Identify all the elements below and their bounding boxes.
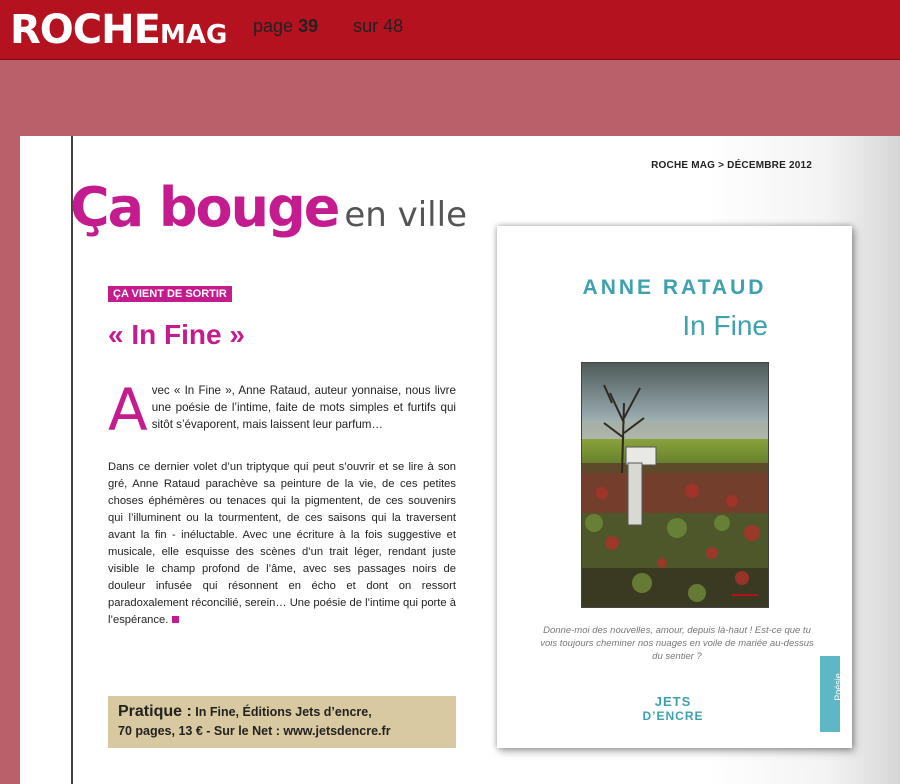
lead-text: vec « In Fine », Anne Rataud, auteur yonnaise, nous livre une poésie de l’intime, faite de mots simples et furtifs qui sitôt s’évaporent, mais laissent leur parfum… xyxy=(151,384,456,431)
body-text: Dans ce dernier volet d’un triptyque qui peut s’ouvrir et se lire à son gré, Anne Rataud parachève sa peinture de la vie, de ces petites choses éphémères ou tenaces qui la pigmentent, de ces souvenirs qui l’illuminent ou la tourmentent, de ces saisons qui la traversent avant la fin - inéluctable. Avec une écriture à la fois suggestive et musicale, elle esquisse des scènes d’un trait léger, rendant juste visible le champ profond de l’âme, avec ses passages noirs de douleur infusée qui résonnent en écho et dont on ressort paradoxalement réconcilié, serein… Une poésie de l’intime qui porte à l’espérance. xyxy=(108,461,456,626)
drop-cap: A xyxy=(108,376,148,444)
collection-label: Poésie xyxy=(832,673,843,701)
book-title: In Fine xyxy=(682,310,768,341)
viewer-background xyxy=(0,60,900,140)
cover-quote: Donne-moi des nouvelles, amour, depuis là-haut ! Est-ce que tu vois toujours cheminer nos nuages en voile de mariée au-dessus du sentier ? xyxy=(540,625,814,662)
page-prefix: page xyxy=(253,16,294,36)
landscape-painting-icon xyxy=(582,363,769,608)
book-author: ANNE RATAUD xyxy=(582,276,767,299)
current-page: 39 xyxy=(298,16,319,36)
end-mark-icon xyxy=(172,616,179,623)
breadcrumb: ROCHE MAG > DÉCEMBRE 2012 xyxy=(651,160,812,171)
top-bar xyxy=(0,0,900,60)
collection-tab xyxy=(820,656,843,732)
article-body xyxy=(108,459,456,629)
pratique-label: Pratique : xyxy=(118,703,192,720)
book-cover xyxy=(497,226,852,748)
page-indicator xyxy=(253,16,403,37)
headline-sub: en ville xyxy=(344,195,467,235)
cover-painting xyxy=(581,362,769,608)
headline-main: Ça bouge xyxy=(70,176,339,239)
publisher-line-1: JETS xyxy=(654,694,692,709)
article-lead xyxy=(108,376,456,444)
pratique-info-1: In Fine, Éditions Jets d’encre, xyxy=(195,705,372,719)
logo-main: ROCHE xyxy=(10,7,160,53)
page-total: sur 48 xyxy=(353,16,404,36)
section-headline xyxy=(70,176,467,239)
roche-mag-logo[interactable] xyxy=(10,8,227,57)
publisher-logo xyxy=(623,694,723,723)
pratique-info-2: 70 pages, 13 € - Sur le Net : www.jetsdencre.fr xyxy=(118,724,391,738)
logo-sub: MAG xyxy=(159,20,228,50)
pratique-box xyxy=(108,696,456,748)
pratique-line-1 xyxy=(118,702,446,722)
section-tag: ÇA VIENT DE SORTIR xyxy=(108,286,232,302)
magazine-page xyxy=(20,136,900,784)
publisher-line-2: D’ENCRE xyxy=(642,709,704,723)
article-title: « In Fine » xyxy=(108,319,245,350)
